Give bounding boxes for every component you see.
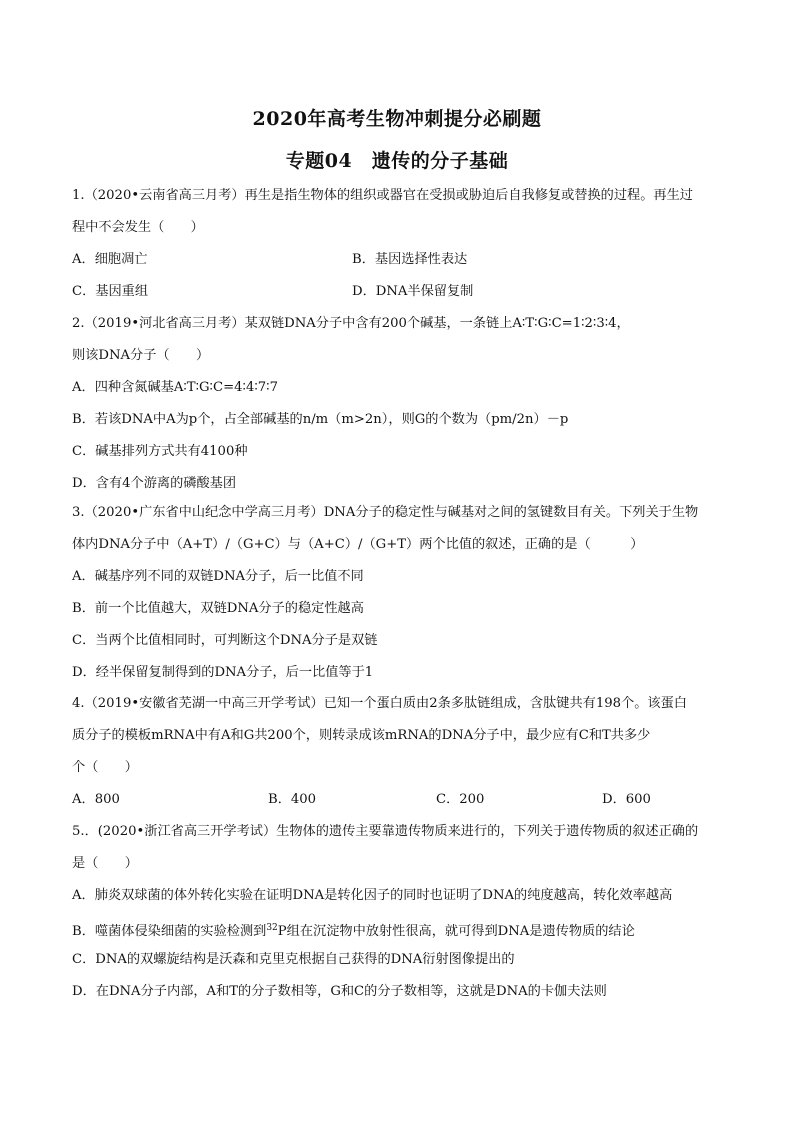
option-b: B．基因选择性表达 <box>352 252 468 267</box>
option-d: D．DNA半保留复制 <box>352 284 474 299</box>
option-d: D．经半保留复制得到的DNA分子，后一比值等于1 <box>72 665 374 680</box>
option-b <box>72 912 724 944</box>
option-c: C．DNA的双螺旋结构是沃森和克里克根据自己获得的DNA衍射图像提出的 <box>72 952 515 967</box>
question-stem-line: 质分子的模板mRNA中有A和G共200个，则转录成该mRNA的DNA分子中，最少应有C和T共多少 <box>72 728 651 743</box>
question-stem-line: 5.．(2020•浙江省高三开学考试）生物体的遗传主要靠遗传物质来进行的，下列关于遗传物质的叙述正确的 <box>72 824 699 839</box>
question-stem-line: 2.（2019•河北省高三月考）某双链DNA分子中含有200个碱基，一条链上A∶T∶G∶C=1∶2∶3∶4， <box>72 316 630 331</box>
question-1 <box>72 180 724 244</box>
option-a: A．碱基序列不同的双链DNA分子，后一比值不同 <box>72 569 364 584</box>
question-stem-line: 个（ ） <box>72 760 138 775</box>
question-stem-line: 是（ ） <box>72 856 138 871</box>
question-stem-line: 4.（2019•安徽省芜湖一中高三开学考试）已知一个蛋白质由2条多肽链组成，含肽键共有198个。该蛋白 <box>72 696 687 711</box>
page-title: 2020年高考生物冲刺提分必刷题 <box>252 108 542 130</box>
option-c: C．当两个比值相同时，可判断这个DNA分子是双链 <box>72 633 378 648</box>
option-d: D．含有4个游离的磷酸基团 <box>72 476 237 491</box>
option-b: B．前一个比值越大，双链DNA分子的稳定性越高 <box>72 601 364 616</box>
question-stem-line: 程中不会发生（ ） <box>72 220 204 235</box>
option-c: C．200 <box>436 792 485 807</box>
option-b-text-rest: P组在沉淀物中放射性很高，就可得到DNA是遗传物质的结论 <box>277 924 635 939</box>
question-5 <box>72 816 724 1008</box>
option-c: C．基因重组 <box>72 284 149 299</box>
question-4 <box>72 688 724 784</box>
option-a: A．肺炎双球菌的体外转化实验在证明DNA是转化因子的同时也证明了DNA的纯度越高，转化效率越高 <box>72 888 673 903</box>
option-a: A．细胞凋亡 <box>72 252 148 267</box>
question-stem-line: 3.（2020•广东省中山纪念中学高三月考）DNA分子的稳定性与碱基对之间的氢键数目有关。下列关于生物 <box>72 505 699 520</box>
question-stem-line: 则该DNA分子（ ） <box>72 348 210 363</box>
question-3 <box>72 497 724 689</box>
isotope-superscript: 32 <box>266 923 278 933</box>
option-b-text: B．噬菌体侵染细菌的实验检测到 <box>72 924 267 939</box>
question-stem-line: 1.（2020•云南省高三月考）再生是指生物体的组织或器官在受损或胁迫后自我修复或替换的过程。再生过 <box>72 188 693 203</box>
question-stem-line: 体内DNA分子中（A+T）/（G+C）与（A+C）/（G+T）两个比值的叙述，正确的是（ ） <box>72 537 644 552</box>
option-c: C．碱基排列方式共有4100种 <box>72 444 248 459</box>
option-a: A．800 <box>72 792 120 807</box>
question-2 <box>72 308 724 500</box>
option-a: A．四种含氮碱基A∶T∶G∶C=4∶4∶7∶7 <box>72 380 278 395</box>
option-d: D．600 <box>602 792 651 807</box>
option-d: D．在DNA分子内部，A和T的分子数相等，G和C的分子数相等，这就是DNA的卡伽夫法则 <box>72 984 607 999</box>
page-subtitle: 专题04 遗传的分子基础 <box>285 150 509 172</box>
option-b: B．若该DNA中A为p个，占全部碱基的n/m（m>2n），则G的个数为（pm/2n）－p <box>72 412 569 427</box>
option-b: B．400 <box>268 792 317 807</box>
